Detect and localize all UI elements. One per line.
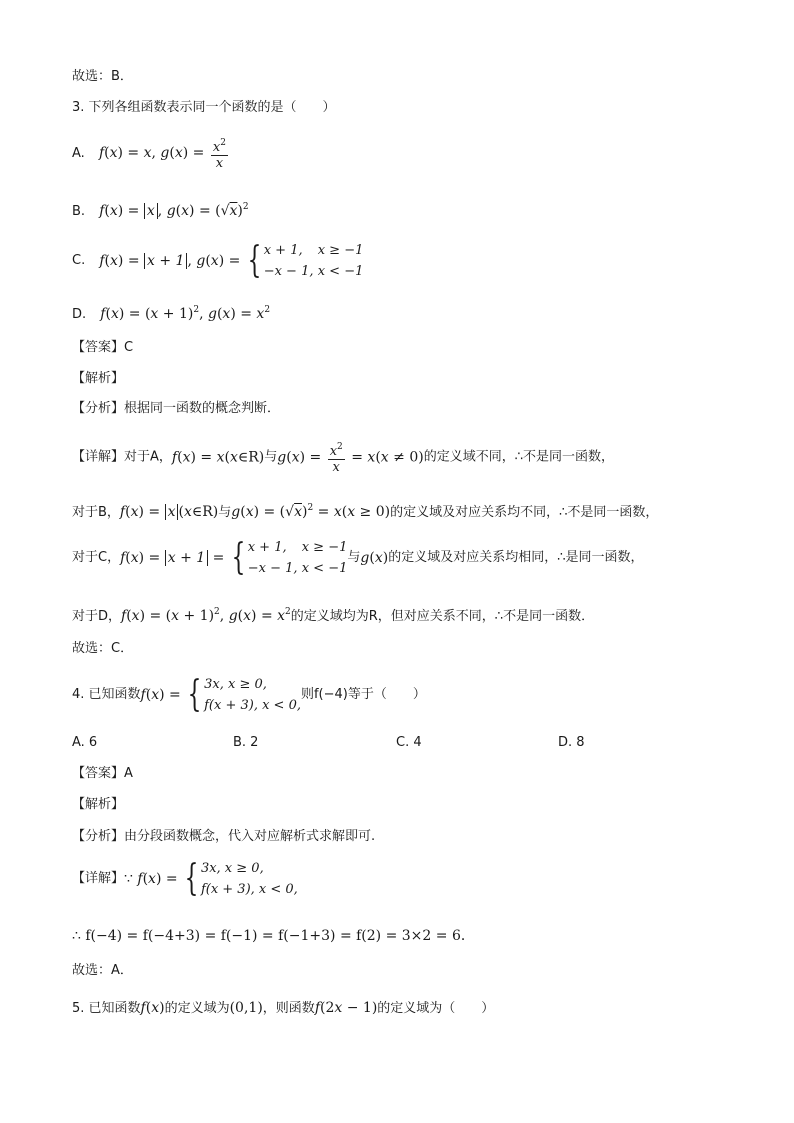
q3-answer-tag: 【答案】 [72,340,125,355]
q3-detail-tag: 【详解】 [72,449,125,465]
q3-option-a-label: A. [72,146,85,161]
q5-stem-mid2: ，则函数 [262,1001,315,1016]
q3-detail-b-prefix: 对于B， [72,505,120,520]
q4-option-c: C. 4 [396,735,422,750]
q3-detail-d-prefix: 对于D， [72,609,122,624]
q4-conclusion: 故选：A． [72,963,133,978]
q4-analysis-tag: 【解析】 [72,797,125,812]
q3-fenxi [72,400,280,418]
q3-detail-a-prefix: 对于A， [124,449,172,465]
q4-answer-value: A [124,766,133,781]
q3-detail-c-suffix: 的定义域及对应关系均相同，∴是同一函数， [388,550,644,565]
q4-option-d: D. 8 [558,735,585,750]
q3-option-b-label: B. [72,204,86,219]
q5-stem-prefix: 5. 已知函数 [72,1001,141,1016]
q3-detail-d: 对于D，$f(x) = (x + 1)^2$, $g(x) = x^2$的定义域均为R，但对应关系不同，∴不是同一函数． [72,607,595,624]
q5-stem-suffix: 的定义域为（ ） [377,1001,495,1016]
q3-stem: 3. 下列各组函数表示同一个函数的是（ ） [72,100,336,115]
q4-detail: 【详解】∵ f(x) = { 3x, x ≥ 0, f(x + 3), x < 0, [72,858,298,899]
q4-stem-prefix: 4. 已知函数 [72,687,141,702]
q3-detail-b: 对于B，f(x) = x (x∈R)与$g(x) = (√x)^2 = x(x \ge 0)$的定义域及对应关系均不同，∴不是同一函数， [72,503,659,520]
q4-stem-suffix: 则f(−4)等于（ ） [300,687,426,702]
q3-detail-d-suffix: 的定义域均为R，但对应关系不同，∴不是同一函数． [290,609,595,624]
q4-calc: ∴ f(−4) = f(−4+3) = f(−1) = f(−1+3) = f(2) = 3×2 = 6． [72,928,475,944]
q4-answer [72,765,133,783]
q3-option-d-label: D. [72,307,87,322]
q4-stem: 4. 已知函数f(x) = { 3x, x ≥ 0, f(x + 3), x < 0,则f(−4)等于（ ） [72,674,426,715]
q3-answer [72,339,133,357]
q3-detail-a-suffix: 的定义域不同，∴不是同一函数， [423,449,614,465]
q4-fenxi-tag: 【分析】 [72,829,125,844]
q3-answer-value: C [124,340,134,355]
q4-options [72,734,722,752]
q3-conclusion: 故选：C． [72,641,134,656]
q3-option-a: A. f(x) = x, g(x) = $\frac{x^2}{x}$ [72,138,226,171]
q5-stem: 5. 已知函数f(x)的定义域为(0,1)，则函数f(2x − 1)的定义域为（ ） [72,1000,495,1016]
q4-option-a: A. 6 [72,735,98,750]
q4-answer-tag: 【答案】 [72,766,125,781]
q2-conclusion: 故选：B． [72,69,133,84]
q3-analysis-tag: 【解析】 [72,371,125,386]
q4-option-b: B. 2 [233,735,259,750]
q4-fenxi [72,828,375,846]
q4-fenxi-text: 由分段函数概念，代入对应解析式求解即可. [124,829,376,844]
q3-detail-c: 对于C，f(x) = x + 1 = { x + 1, x ≥ −1 −x − 1, x < −1与g(x)的定义域及对应关系均相同，∴是同一函数， [72,537,644,578]
q3-option-c-label: C. [72,253,86,268]
q3-fenxi-tag: 【分析】 [72,401,125,416]
q3-detail-a: 【详解】对于A，f(x) = x(x∈R)与g(x) = $\frac{x^2}{x}$ = x(x ≠ 0)的定义域不同，∴不是同一函数， [72,442,614,475]
q3-detail-c-prefix: 对于C， [72,550,121,565]
q4-detail-tag: 【详解】 [72,871,125,886]
q3-option-b: B. f(x) = x , $g(x) = (√x)^2$ [72,202,249,219]
q3-option-c: C. f(x) = x + 1 , g(x) = { x + 1, x ≥ −1 −x − 1, x < −1 [72,240,364,281]
q3-fenxi-text: 根据同一函数的概念判断． [124,401,281,416]
q3-option-d: D. $f(x) = (x + 1)^2$, $g(x) = x^2$ [72,305,271,322]
q5-stem-mid: 的定义域为 [164,1001,230,1016]
q3-detail-b-suffix: 的定义域及对应关系均不同，∴不是同一函数， [390,505,659,520]
